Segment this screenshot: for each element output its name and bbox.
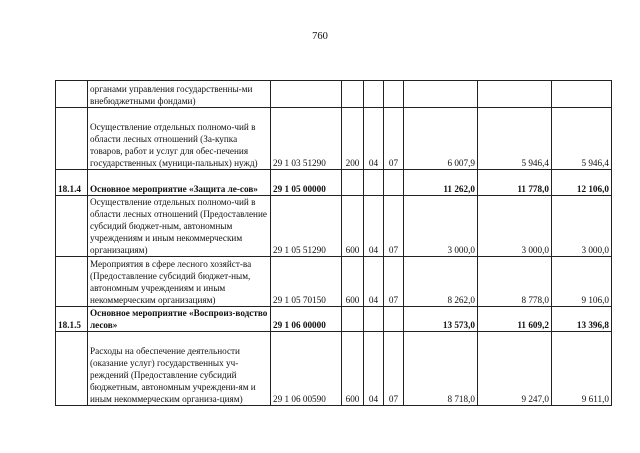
expense-type [342, 307, 364, 332]
section: 04 [364, 196, 384, 257]
table-row [56, 196, 612, 257]
section [364, 307, 384, 332]
expense-type [342, 170, 364, 196]
amount-year-3: 5 946,4 [552, 108, 612, 170]
section: 04 [364, 332, 384, 406]
table-row [56, 307, 612, 332]
page-number: 760 [312, 31, 328, 42]
table-row [56, 108, 612, 170]
amount-year-3: 3 000,0 [552, 196, 612, 257]
budget-code: 29 1 06 00000 [271, 307, 342, 332]
amount-year-3: 13 396,8 [552, 307, 612, 332]
subsection: 07 [384, 196, 404, 257]
amount-year-1: 8 262,0 [404, 257, 478, 307]
table-row [56, 257, 612, 307]
subsection: 07 [384, 257, 404, 307]
amount-year-2: 9 247,0 [478, 332, 552, 406]
row-description: органами управления государственны-ми внебюджетными фондами) [88, 81, 271, 108]
subsection [384, 81, 404, 108]
amount-year-1: 6 007,9 [404, 108, 478, 170]
amount-year-2: 3 000,0 [478, 196, 552, 257]
amount-year-2: 11 778,0 [478, 170, 552, 196]
row-number: 18.1.4 [56, 170, 88, 196]
section: 04 [364, 257, 384, 307]
amount-year-3: 9 106,0 [552, 257, 612, 307]
row-description: Мероприятия в сфере лесного хозяйст-ва (Предоставление субсидий бюджет-ным, автономным учреждениям и иным некоммерческим организациям) [88, 257, 271, 307]
budget-table [55, 80, 612, 406]
table-row [56, 170, 612, 196]
table-row [56, 81, 612, 108]
amount-year-2: 8 778,0 [478, 257, 552, 307]
row-description: Основное мероприятие «Защита ле-сов» [88, 170, 271, 196]
table-row [56, 332, 612, 406]
amount-year-1: 13 573,0 [404, 307, 478, 332]
expense-type: 600 [342, 332, 364, 406]
amount-year-3: 12 106,0 [552, 170, 612, 196]
section [364, 81, 384, 108]
budget-code [271, 81, 342, 108]
subsection [384, 307, 404, 332]
budget-code: 29 1 05 00000 [271, 170, 342, 196]
row-number: 18.1.5 [56, 307, 88, 332]
expense-type [342, 81, 364, 108]
subsection: 07 [384, 108, 404, 170]
row-number [56, 196, 88, 257]
budget-code: 29 1 06 00590 [271, 332, 342, 406]
row-description: Расходы на обеспечение деятельности (оказание услуг) государственных уч-реждений (Предоставление субсидий бюджетным, автономным учреждени-ям и иным некоммерческим организа-циям) [88, 332, 271, 406]
subsection: 07 [384, 332, 404, 406]
amount-year-1: 8 718,0 [404, 332, 478, 406]
row-number [56, 332, 88, 406]
amount-year-3: 9 611,0 [552, 332, 612, 406]
row-description: Осуществление отдельных полномо-чий в области лесных отношений (Предоставление субсидий бюджет-ным, автономным учреждениям и иным некоммерческим организациям) [88, 196, 271, 257]
budget-code: 29 1 05 70150 [271, 257, 342, 307]
budget-code: 29 1 05 51290 [271, 196, 342, 257]
row-number [56, 108, 88, 170]
row-number [56, 257, 88, 307]
expense-type: 200 [342, 108, 364, 170]
budget-code: 29 1 03 51290 [271, 108, 342, 170]
section: 04 [364, 108, 384, 170]
row-description: Основное мероприятие «Воспроиз-водство лесов» [88, 307, 271, 332]
amount-year-1 [404, 81, 478, 108]
expense-type: 600 [342, 257, 364, 307]
section [364, 170, 384, 196]
expense-type: 600 [342, 196, 364, 257]
row-number [56, 81, 88, 108]
amount-year-3 [552, 81, 612, 108]
amount-year-2 [478, 81, 552, 108]
row-description: Осуществление отдельных полномо-чий в области лесных отношений (За-купка товаров, работ и услуг для обес-печения государственных (муници-пальных) нужд) [88, 108, 271, 170]
subsection [384, 170, 404, 196]
amount-year-1: 11 262,0 [404, 170, 478, 196]
amount-year-1: 3 000,0 [404, 196, 478, 257]
amount-year-2: 11 609,2 [478, 307, 552, 332]
amount-year-2: 5 946,4 [478, 108, 552, 170]
